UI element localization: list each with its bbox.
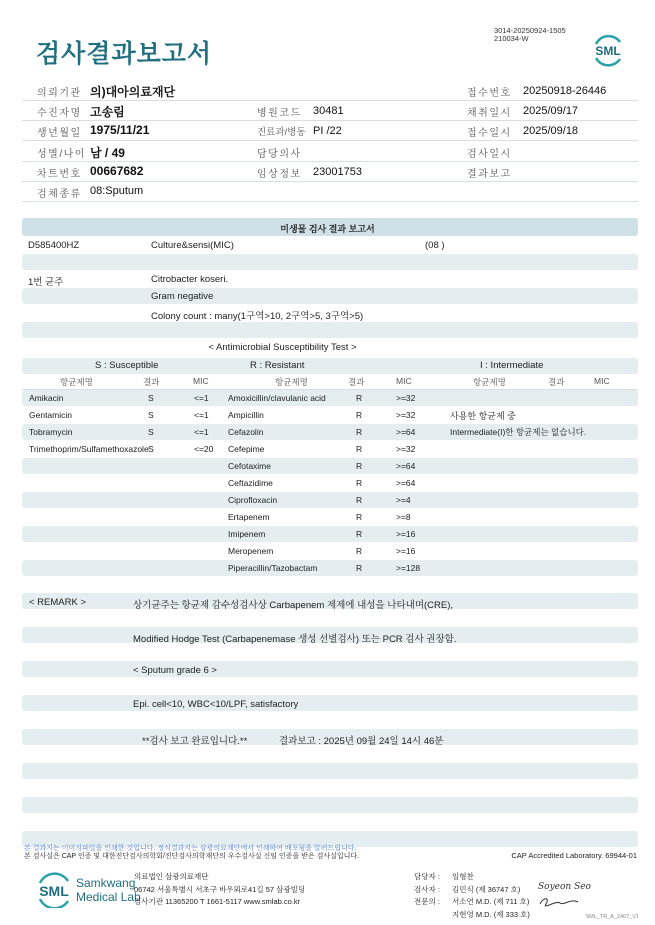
row-band (22, 763, 638, 779)
field-label: 차트번호 (37, 169, 82, 180)
row-band (22, 492, 638, 508)
report-complete: **검사 보고 완료입니다.** (142, 736, 248, 747)
mic-value: >=4 (396, 495, 411, 505)
brand-line: Medical Lab (76, 890, 141, 904)
form-code: SML_TR_A_2407_V1 (585, 914, 639, 920)
resistant-header: R : Resistant (250, 360, 305, 371)
result: R (356, 529, 363, 539)
remark-line: 상기균주는 항균제 감수성검사상 Carbapenem 제제에 내성을 나타내며(CRE), (133, 600, 454, 611)
mic-value: >=32 (396, 444, 416, 454)
org-info (134, 871, 305, 909)
antibiotic-name: Cefotaxime (228, 461, 271, 471)
org-name: 의료법인 삼광의료재단 (134, 872, 209, 881)
result: R (356, 410, 363, 420)
field-value: 00667682 (90, 164, 144, 178)
column-header: 항균제명 (60, 377, 93, 387)
antibiotic-name: Meropenem (228, 546, 274, 556)
mic-value: >=64 (396, 478, 416, 488)
page-title: 검사결과보고서 (36, 40, 213, 68)
antibiotic-name: Tobramycin (29, 427, 73, 437)
cap-accreditation: CAP Accredited Laboratory. 69944-01 (511, 851, 637, 860)
doc-id-line: 3014-20250924-1505 (494, 26, 566, 35)
row-band (22, 526, 638, 542)
section-title: 미생물 검사 결과 보고서 (280, 224, 375, 234)
antibiotic-name: Ciprofloxacin (228, 495, 278, 505)
divider (22, 140, 638, 141)
remark-label: < REMARK > (29, 597, 87, 608)
svg-text:SML: SML (595, 44, 621, 58)
colony-count: Colony count : many(1구역>10, 2구역>5, 3구역>5) (151, 311, 364, 322)
divider (22, 181, 638, 182)
column-header: MIC (193, 376, 209, 386)
mic-value: >=16 (396, 529, 416, 539)
mic-value: >=32 (396, 410, 416, 420)
field-label: 성별/나이 (37, 149, 86, 160)
field-label: 수진자명 (37, 108, 82, 119)
staff-name: 임형찬 (452, 872, 474, 881)
gram-stain: Gram negative (151, 291, 214, 302)
staff-role: 검사자 : (414, 884, 440, 894)
field-value: 23001753 (313, 166, 362, 178)
result: S (148, 444, 154, 454)
org-address: 06742 서울특별시 서초구 바우뫼로41길 57 삼광빌딩 (134, 884, 306, 894)
row-band (22, 695, 638, 711)
result: S (148, 427, 154, 437)
document-id (494, 27, 566, 43)
antibiotic-name: Trimethoprim/Sulfamethoxazole (29, 444, 149, 454)
result: R (356, 393, 363, 403)
divider (22, 120, 638, 121)
field-value: 30481 (313, 105, 344, 117)
mic-value: >=16 (396, 546, 416, 556)
field-label: 검체종류 (37, 189, 82, 200)
result: R (356, 495, 363, 505)
field-label: 생년월일 (37, 128, 82, 139)
antibiotic-name: Ertapenem (228, 512, 270, 522)
susceptible-header: S : Susceptible (95, 360, 159, 371)
column-header: 항균제명 (473, 377, 506, 387)
staff-name: 서소연 M.D. (제 711 호) (452, 897, 530, 906)
field-value: 2025/09/18 (523, 125, 579, 137)
field-label: 담당의사 (257, 149, 302, 160)
divider (22, 201, 638, 202)
result: R (356, 563, 363, 573)
field-label: 검사일시 (467, 149, 512, 160)
column-header: MIC (594, 376, 610, 386)
column-header: 결과 (348, 377, 365, 387)
antibiotic-name: Amikacin (29, 393, 64, 403)
antibiotic-name: Ceftazidime (228, 478, 273, 488)
mic-value: >=128 (396, 563, 421, 573)
row-band (22, 661, 638, 677)
row-band (22, 797, 638, 813)
mic-value: >=64 (396, 461, 416, 471)
antibiotic-name: Amoxicillin/clavulanic acid (228, 393, 326, 403)
intermediate-note: 사용한 항균제 중 (450, 411, 516, 421)
organism: Citrobacter koseri. (151, 274, 229, 285)
antibiotic-name: Cefepime (228, 444, 265, 454)
signature: Soyeon Seo (538, 882, 591, 892)
staff-name: 김민식 (제 36747 호) (452, 884, 521, 894)
mic-value: <=1 (194, 410, 209, 420)
column-header: 결과 (548, 377, 565, 387)
specimen-code: (08 ) (425, 240, 445, 251)
column-header: 결과 (143, 377, 160, 387)
intermediate-note: Intermediate(I)한 항균제는 없습니다. (450, 427, 587, 437)
field-label: 임상정보 (257, 169, 302, 180)
antibiotic-name: Cefazolin (228, 427, 264, 437)
row-band (22, 560, 638, 576)
org-contact: 검사기관 11365200 T 1661-5117 www.smlab.co.kr (134, 897, 301, 906)
antibiotic-name: Ampicillin (228, 410, 264, 420)
antibiotic-name: Imipenem (228, 529, 266, 539)
certification-notice: 본 검사실은 CAP 인증 및 대한진단검사의학회/진단검사의학재단의 우수검사실 신임 인증을 받은 검사실입니다. (24, 853, 360, 860)
field-label: 결과보고 (467, 169, 512, 180)
result: S (148, 393, 154, 403)
brand-line: Samkwang (76, 876, 136, 890)
row-band (22, 458, 638, 474)
result: R (356, 512, 363, 522)
mic-value: >=64 (396, 427, 416, 437)
column-header: 항균제명 (275, 377, 308, 387)
remark-line: Modified Hodge Test (Carbapenemase 생성 선별검사) 또는 PCR 검사 권장함. (133, 634, 457, 645)
antibiotic-name: Piperacillin/Tazobactam (228, 563, 318, 573)
row-band (22, 288, 638, 304)
result: R (356, 444, 363, 454)
field-label: 채취일시 (467, 108, 512, 119)
field-value: 08:Sputum (90, 185, 144, 197)
intermediate-header: I : Intermediate (480, 360, 544, 371)
image-notice: 본 결과지는 이미지파일을 인쇄한 것입니다. 정식결과지는 삼광의료재단에서 인쇄하여 배포됨을 알려드립니다. (24, 845, 357, 852)
field-label: 병원코드 (257, 108, 302, 119)
test-code: D585400HZ (28, 240, 80, 251)
row-band (22, 254, 638, 270)
field-label: 의뢰기관 (37, 88, 82, 99)
result: S (148, 410, 154, 420)
field-label: 접수일시 (467, 128, 512, 139)
field-value: 2025/09/17 (523, 105, 579, 117)
sml-logo-icon (590, 32, 626, 68)
mic-value: <=1 (194, 427, 209, 437)
result: R (356, 546, 363, 556)
column-header: MIC (396, 376, 412, 386)
field-value: 고송림 (90, 105, 125, 119)
field-label: 접수번호 (467, 88, 512, 99)
staff-role: 담당자 : (414, 872, 440, 881)
mic-value: <=20 (194, 444, 214, 454)
mic-value: >=32 (396, 393, 416, 403)
svg-text:SML: SML (39, 883, 69, 899)
result: R (356, 478, 363, 488)
strain-label: 1번 균주 (28, 277, 64, 288)
staff-role: 전문의 : (414, 897, 440, 906)
doc-id-line: 210034-W (494, 34, 529, 43)
remark-line: Epi. cell<10, WBC<10/LPF, satisfactory (133, 699, 299, 710)
antibiotic-name: Gentamicin (29, 410, 72, 420)
sml-footer-logo-icon (34, 872, 74, 908)
ast-title: < Antimicrobial Susceptibility Test > (208, 342, 357, 353)
divider (22, 100, 638, 101)
field-value: 20250918-26446 (523, 85, 607, 97)
divider (22, 161, 638, 162)
result: R (356, 427, 363, 437)
brand-name (76, 876, 141, 904)
report-time: 결과보고 : 2025년 09월 24일 14시 46분 (279, 736, 444, 747)
mic-value: <=1 (194, 393, 209, 403)
field-value: 의)대아의료재단 (90, 85, 176, 99)
field-value: 1975/11/21 (90, 123, 150, 137)
staff-name: 지현영 M.D. (제 333 호) (452, 909, 530, 919)
field-label: 진료과/병동 (257, 127, 306, 138)
row-band (22, 322, 638, 338)
field-value: PI /22 (313, 125, 342, 137)
test-name: Culture&sensi(MIC) (151, 240, 234, 251)
row-band (22, 390, 638, 406)
signature (536, 894, 582, 910)
mic-value: >=8 (396, 512, 411, 522)
result: R (356, 461, 363, 471)
remark-line: < Sputum grade 6 > (133, 665, 217, 676)
field-value: 남 / 49 (90, 146, 125, 160)
